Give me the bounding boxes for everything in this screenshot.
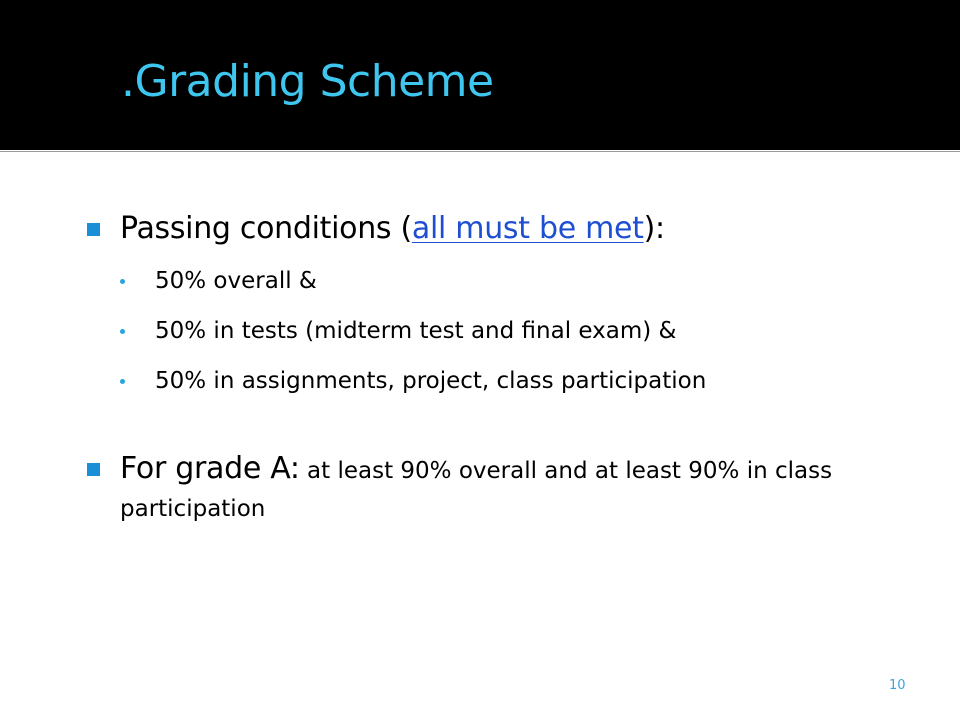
sub-bullet-text: 50% in tests (midterm test and final exam) & bbox=[155, 318, 677, 344]
slide-title: .Grading Scheme bbox=[121, 56, 494, 107]
bullet-suffix: ): bbox=[643, 211, 665, 246]
bullet-grade-a bbox=[87, 451, 937, 527]
bullet-passing-conditions bbox=[87, 211, 937, 247]
sub-bullet-tests bbox=[120, 316, 676, 346]
bullet-text bbox=[120, 451, 937, 527]
grade-a-lead: For grade A: bbox=[120, 451, 300, 486]
square-bullet-icon bbox=[87, 463, 100, 476]
dot-bullet-icon bbox=[120, 379, 125, 384]
dot-bullet-icon bbox=[120, 279, 125, 284]
square-bullet-icon bbox=[87, 223, 100, 236]
sub-bullet-text: 50% in assignments, project, class participation bbox=[155, 368, 707, 394]
sub-bullet-text: 50% overall & bbox=[155, 268, 317, 294]
sub-bullet-overall bbox=[120, 266, 317, 296]
bullet-text bbox=[120, 211, 937, 247]
grade-a-detail: at least 90% overall and at least 90% in class participation bbox=[120, 458, 833, 522]
title-divider bbox=[0, 151, 960, 152]
bullet-prefix: Passing conditions ( bbox=[120, 211, 412, 246]
page-number: 10 bbox=[889, 678, 906, 693]
all-must-be-met-link[interactable]: all must be met bbox=[411, 211, 644, 246]
sub-bullet-assignments bbox=[120, 366, 706, 396]
dot-bullet-icon bbox=[120, 329, 125, 334]
